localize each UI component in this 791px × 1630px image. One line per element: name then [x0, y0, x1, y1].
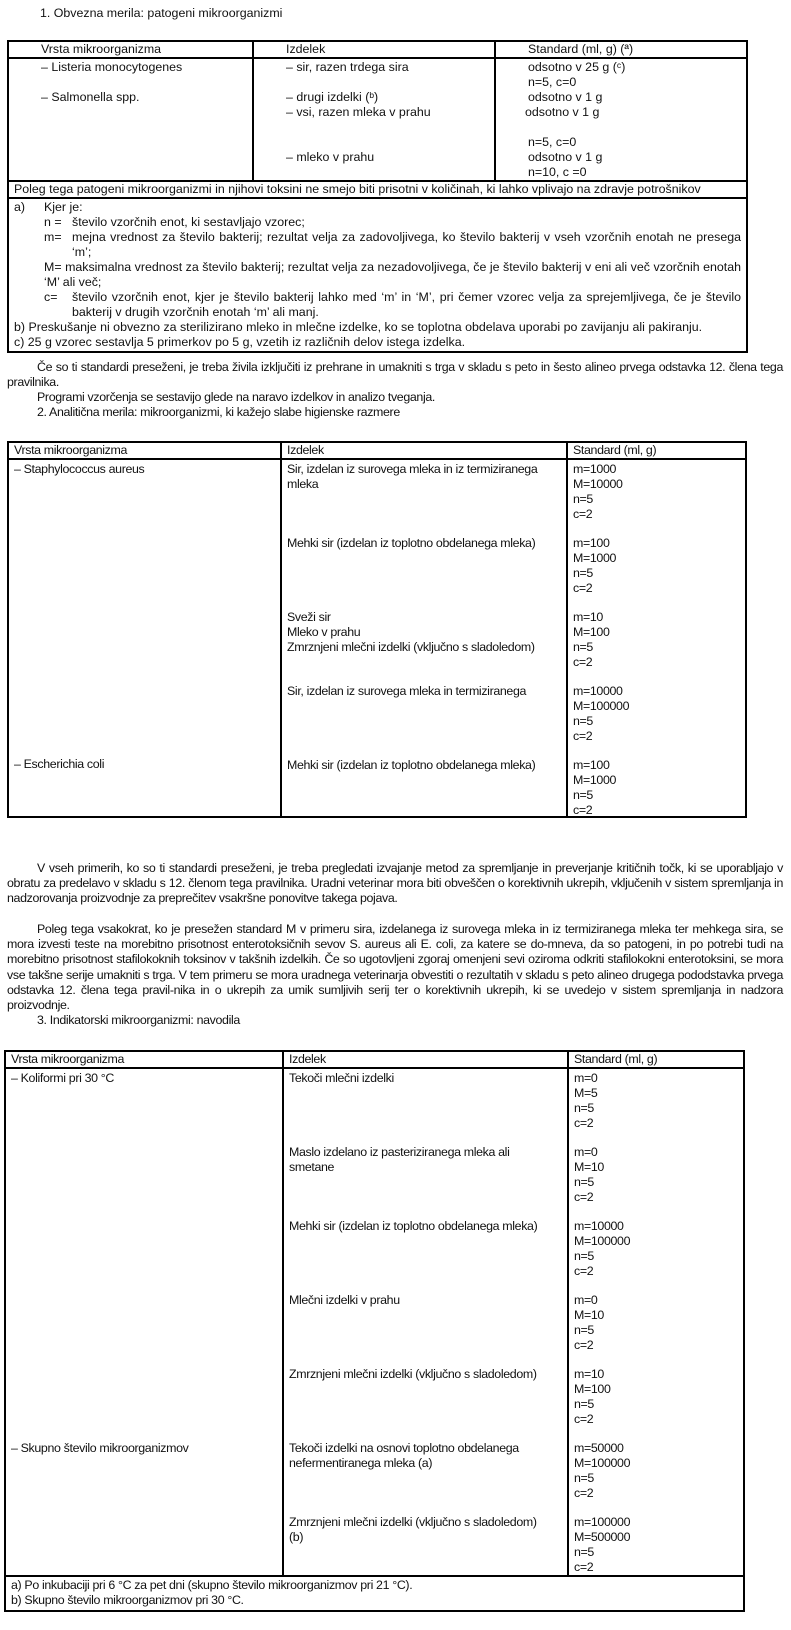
product-column — [283, 1068, 568, 1576]
standard-line: M=10000 — [573, 477, 623, 491]
definition-n — [44, 215, 741, 230]
product-line: Mehki sir (izdelan iz toplotno obdelanega mleka) — [289, 1219, 538, 1233]
product-line: Tekoči mlečni izdelki — [289, 1071, 394, 1085]
product-line: mleka — [287, 477, 319, 491]
product-line: (b) — [289, 1530, 304, 1544]
standard-line: m=10 — [573, 610, 603, 624]
standard-line: m=0 — [574, 1293, 598, 1307]
product-line: – drugi izdelki (ᵇ) — [286, 90, 379, 104]
header-organism: Vrsta mikroorganizma — [8, 442, 281, 459]
notes-row — [8, 198, 747, 352]
spacer — [528, 120, 746, 135]
summary-row — [8, 181, 747, 198]
definition-m — [44, 230, 741, 260]
spacer — [286, 135, 494, 150]
organism-column — [8, 459, 281, 817]
def-text-M — [44, 260, 741, 290]
def-key: m= — [44, 230, 62, 244]
product-line: Sir, izdelan iz surovega mleka in iz termiziranega — [287, 462, 538, 476]
standard-line: n=5 — [574, 1101, 594, 1115]
product-group — [287, 462, 561, 536]
organism-total-count: – Skupno število mikroorganizmov — [11, 1441, 189, 1455]
table-header-row — [5, 1051, 744, 1068]
product-group — [287, 536, 561, 610]
indicator-table — [4, 1050, 745, 1612]
standard-group — [574, 1145, 738, 1219]
notes-row — [5, 1576, 744, 1611]
standard-group — [574, 1367, 738, 1441]
standard-line: c=2 — [574, 1264, 594, 1278]
standard-line: M=100000 — [574, 1456, 631, 1470]
note-a — [14, 200, 741, 215]
def-key: c= — [44, 290, 58, 304]
standard-line: odsotno v 25 g (ᶜ) — [528, 60, 626, 74]
section3-heading: 3. Indikatorski mikroorganizmi: navodila — [37, 1013, 240, 1027]
standard-line: c=2 — [574, 1116, 594, 1130]
header-standard: Standard (ml, g) — [567, 442, 746, 459]
product-group — [289, 1145, 562, 1219]
spacer — [14, 477, 275, 757]
pathogens-table — [7, 40, 748, 353]
standard-line: m=0 — [574, 1071, 598, 1085]
standard-line: m=1000 — [573, 462, 617, 476]
standard-line: n=5 — [573, 788, 593, 802]
standard-line: m=10000 — [573, 684, 623, 698]
standard-line: c=2 — [574, 1190, 594, 1204]
standard-line: M=5 — [574, 1086, 598, 1100]
organism-staphylococcus: – Staphylococcus aureus — [14, 462, 145, 476]
standard-line: m=100000 — [574, 1515, 631, 1529]
standard-line: m=50000 — [574, 1441, 624, 1455]
header-product: Izdelek — [283, 1051, 568, 1068]
paragraph-exceeded: Če so ti standardi preseženi, je treba živila izključiti iz prehrane in umakniti s trga v skladu s peto in šesto alineo prvega odstavka 12. člena tega pravilnika. — [7, 360, 783, 390]
product-line: Zmrznjeni mlečni izdelki (vključno s sladoledom) — [289, 1367, 537, 1381]
product-group — [289, 1071, 562, 1145]
standard-line: c=2 — [574, 1338, 594, 1352]
definition-c — [44, 290, 741, 320]
spacer — [41, 75, 252, 90]
spacer — [11, 1456, 277, 1574]
standard-line: n=5 — [574, 1323, 594, 1337]
standard-cell — [495, 58, 747, 181]
standard-line: M=10 — [574, 1308, 604, 1322]
table-body — [5, 1068, 744, 1576]
product-group — [289, 1515, 562, 1575]
spacer — [286, 120, 494, 135]
def-text: število vzorčnih enot, ki sestavljajo vzorec; — [72, 215, 305, 229]
standard-line: c=2 — [573, 729, 593, 743]
standard-line: n=10, c =0 — [528, 165, 587, 179]
spacer — [286, 75, 494, 90]
product-group — [289, 1441, 562, 1515]
standard-group — [573, 536, 740, 610]
spacer — [14, 772, 275, 816]
standard-line: n=5 — [573, 566, 593, 580]
standard-line: c=2 — [574, 1486, 594, 1500]
note-intro: Kjer je: — [44, 200, 83, 214]
standard-group — [574, 1219, 738, 1293]
standard-group — [574, 1071, 738, 1145]
product-line: Maslo izdelano iz pasteriziranega mleka ali — [289, 1145, 510, 1159]
standard-line: M=1000 — [573, 551, 617, 565]
def-text: maksimalna vrednost za število bakterij; rezultat velja za nezadovoljivega, če je število bakterij v eni ali več vzorčnih enotah ‘M’ ali več; — [44, 260, 741, 289]
header-product: Izdelek — [253, 41, 495, 58]
table-header-row — [8, 41, 747, 58]
standard-line: n=5 — [573, 492, 593, 506]
def-text: število vzorčnih enot, kjer je število bakterij lahko med ‘m’ in ‘M’, pri čemer vzorec velja za sprejemljivega, če je število bakterij v drugih vzorčnih enotah ‘m’ ali manj. — [72, 290, 741, 319]
table-body — [8, 459, 746, 817]
standard-line: odsotno v 1 g — [528, 90, 603, 104]
product-line: Tekoči izdelki na osnovi toplotno obdelanega — [289, 1441, 519, 1455]
section1-heading: 1. Obvezna merila: patogeni mikroorganizmi — [40, 6, 283, 20]
standard-line: odsotno v 1 g — [525, 105, 600, 119]
product-line: Sveži sir — [287, 610, 331, 624]
standard-group — [573, 610, 740, 684]
product-group — [287, 610, 561, 684]
standard-group — [573, 684, 740, 758]
note-b: b) Skupno število mikroorganizmov pri 30 °C. — [11, 1593, 244, 1607]
definition-M — [44, 260, 741, 290]
product-column — [281, 459, 567, 817]
standard-line: M=100 — [574, 1382, 611, 1396]
standard-group — [574, 1441, 738, 1515]
product-line: nefermentiranega mleka (a) — [289, 1456, 433, 1470]
product-group — [287, 758, 561, 816]
standard-column — [568, 1068, 744, 1576]
standard-line: m=10000 — [574, 1219, 624, 1233]
product-group — [289, 1219, 562, 1293]
product-line: smetane — [289, 1160, 335, 1174]
hygiene-table — [7, 441, 747, 818]
product-line: Mleko v prahu — [287, 625, 361, 639]
paragraph-sampling: Programi vzorčenja se sestavijo glede na naravo izdelkov in analizo tveganja. — [37, 390, 436, 404]
product-line: – sir, razen trdega sira — [286, 60, 409, 74]
note-a: a) Po inkubaciji pri 6 °C za pet dni (skupno število mikroorganizmov pri 21 °C). — [11, 1578, 413, 1592]
organism-cell — [8, 58, 253, 181]
organism-ecoli: – Escherichia coli — [14, 757, 105, 771]
notes-cell — [8, 198, 747, 352]
standard-column — [567, 459, 746, 817]
note-b: b) Preskušanje ni obvezno za sterilizirano mleko in mlečne izdelke, ko se toplotna obdelava uporabi po zavijanju ali pakiranju. — [14, 320, 703, 334]
header-organism: Vrsta mikroorganizma — [8, 41, 253, 58]
standard-line: c=2 — [574, 1560, 594, 1574]
product-line: Zmrznjeni mlečni izdelki (vključno s sladoledom) — [287, 640, 535, 654]
def-key: M= — [44, 260, 62, 274]
product-group — [287, 684, 561, 758]
summary-text: Poleg tega patogeni mikroorganizmi in njihovi toksini ne smejo biti prisotni v količinah, ki lahko vplivajo na zdravje potrošnikov — [8, 181, 747, 198]
product-line: Sir, izdelan iz surovega mleka in termiziranega — [287, 684, 527, 698]
organism-listeria: – Listeria monocytogenes — [41, 60, 183, 74]
product-group — [289, 1367, 562, 1441]
def-key: n = — [44, 215, 62, 229]
standard-line: n=5 — [574, 1545, 594, 1559]
def-text: mejna vrednost za število bakterij; rezultat velja za zadovoljivega, ko število bakterij v vseh vzorčnih enotah ne presega ‘m’; — [72, 230, 741, 259]
header-product: Izdelek — [281, 442, 567, 459]
standard-line: n=5 — [573, 640, 593, 654]
standard-group — [573, 462, 740, 536]
organism-column — [5, 1068, 283, 1576]
standard-line: n=5 — [574, 1471, 594, 1485]
standard-line: m=100 — [573, 536, 610, 550]
standard-line: M=10 — [574, 1160, 604, 1174]
standard-line: n=5, c=0 — [528, 135, 577, 149]
paragraph-all-cases: V vseh primerih, ko so ti standardi preseženi, je treba pregledati izvajanje metod za spremljanje in preverjanje kritičnih točk, ki se uporabljajo v obratu za predelavo v skladu s 12. členom tega pravilnika. Uradni veterinar mora biti obveščen o korektivnih ukrepih, vključenih v sistem spremljanja in nadzorovanja proizvodnje za preprečitev vsakršne ponovitve takega pojava. — [7, 861, 783, 906]
product-line: – mleko v prahu — [286, 150, 375, 164]
standard-line: c=2 — [573, 803, 593, 817]
standard-line: M=500000 — [574, 1530, 631, 1544]
product-line: Mehki sir (izdelan iz toplotno obdelanega mleka) — [287, 758, 536, 772]
standard-line: m=100 — [573, 758, 610, 772]
note-key: a) — [14, 200, 26, 214]
product-group — [289, 1293, 562, 1367]
product-cell — [253, 58, 495, 181]
product-line: Mlečni izdelki v prahu — [289, 1293, 400, 1307]
product-line: – vsi, razen mleka v prahu — [286, 105, 431, 119]
header-standard: Standard (ml, g) — [568, 1051, 744, 1068]
standard-line: n=5 — [574, 1175, 594, 1189]
section2-heading: 2. Analitična merila: mikroorganizmi, ki kažejo slabe higienske razmere — [37, 405, 400, 419]
standard-line: M=100000 — [573, 699, 630, 713]
standard-line: c=2 — [573, 655, 593, 669]
standard-group — [573, 758, 740, 816]
standard-line: M=100 — [573, 625, 610, 639]
standard-line: M=100000 — [574, 1234, 631, 1248]
standard-line: c=2 — [573, 507, 593, 521]
table-row — [8, 58, 747, 181]
standard-line: odsotno v 1 g — [528, 150, 603, 164]
product-line: Mehki sir (izdelan iz toplotno obdelanega mleka) — [287, 536, 536, 550]
note-c: c) 25 g vzorec sestavlja 5 primerkov po 5 g, vzetih iz različnih delov istega izdelka. — [14, 335, 466, 349]
standard-line: n=5, c=0 — [528, 75, 577, 89]
standard-line: n=5 — [573, 714, 593, 728]
standard-group — [574, 1293, 738, 1367]
standard-line: n=5 — [574, 1397, 594, 1411]
standard-line: m=0 — [574, 1145, 598, 1159]
paragraph-standard-m: Poleg tega vsakokrat, ko je presežen standard M v primeru sira, izdelanega iz surovega mleka in iz termiziranega mleka ter mehkega sira, se mora izvesti teste na morebitno prisotnost enterotoksičnih sevov S. aureus ali E. coli, za katere se do-mneva, da so patogeni, in po potrebi tudi na morebitno prisotnost stafilokoknih toksinov v takšnih izdelkih. Če so ugotovljeni zgoraj omenjeni sevi oziroma odkriti stafilokokni enterotoksini, se mora vse takšne serije umakniti s trga. V tem primeru se mora uradnega veterinarja obvestiti o rezultatih v skladu s peto alineo drugega pododstavka prvega odstavka 12. člena tega pravil-nika in o ukrepih za umik sumljivih serij ter o korektivnih ukrepih, ki se uvedejo v sistem spremljanja in nadzora proizvodnje. — [7, 922, 783, 1013]
standard-line: M=1000 — [573, 773, 617, 787]
organism-coliforms: – Koliformi pri 30 °C — [11, 1071, 114, 1085]
organism-salmonella: – Salmonella spp. — [41, 90, 140, 104]
header-standard: Standard (ml, g) (ª) — [495, 41, 747, 58]
table-header-row — [8, 442, 746, 459]
product-line: Zmrznjeni mlečni izdelki (vključno s sladoledom) — [289, 1515, 537, 1529]
standard-line: c=2 — [574, 1412, 594, 1426]
notes-cell — [5, 1576, 744, 1611]
standard-group — [574, 1515, 738, 1575]
standard-line: m=10 — [574, 1367, 604, 1381]
spacer — [11, 1086, 277, 1441]
standard-line: c=2 — [573, 581, 593, 595]
standard-line: n=5 — [574, 1249, 594, 1263]
header-organism: Vrsta mikroorganizma — [5, 1051, 283, 1068]
